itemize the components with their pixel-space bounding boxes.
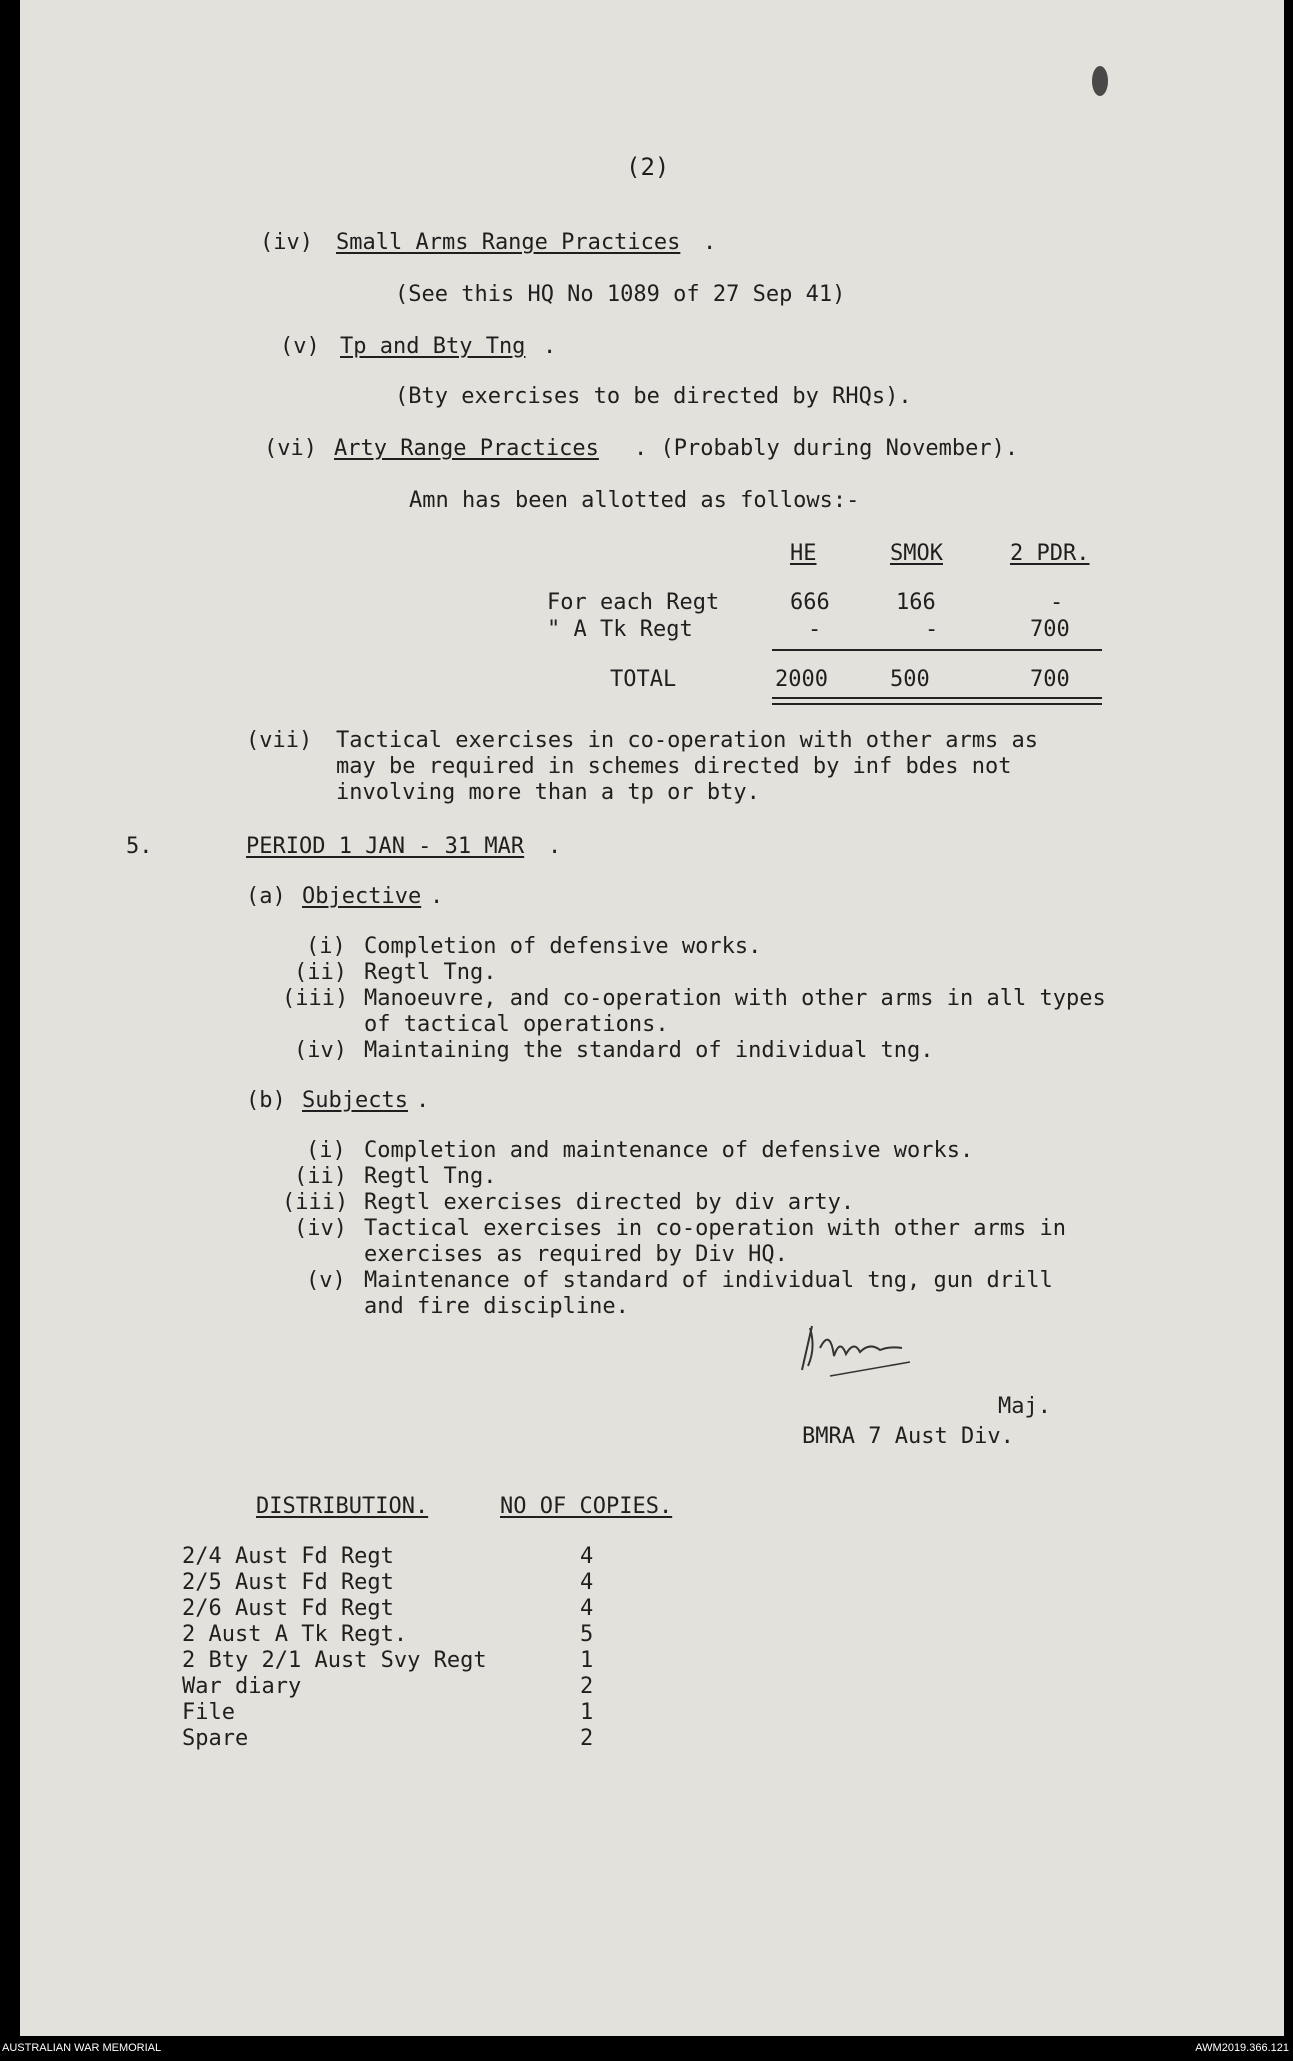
- item-iv-number: (iv): [260, 230, 313, 255]
- table-rule: [772, 703, 1102, 705]
- subjects-item-text: Maintenance of standard of individual tng, gun drill: [364, 1268, 1053, 1293]
- distribution-unit: 2/4 Aust Fd Regt: [182, 1544, 394, 1569]
- amn-total-cell: 700: [1030, 667, 1070, 692]
- distribution-copies: 5: [580, 1622, 594, 1647]
- item-iv-tail: .: [703, 230, 717, 255]
- table-rule: [772, 649, 1102, 651]
- amn-cell: 666: [790, 590, 830, 615]
- amn-total-cell: 2000: [775, 667, 828, 692]
- item-v-tail: .: [543, 334, 557, 359]
- objective-item-number: (iii): [282, 986, 349, 1011]
- amn-cell: -: [925, 617, 939, 642]
- distribution-unit: 2/6 Aust Fd Regt: [182, 1596, 394, 1621]
- item-v-title: Tp and Bty Tng: [340, 334, 526, 359]
- distribution-unit: 2 Aust A Tk Regt.: [182, 1622, 408, 1647]
- footer-institution: AUSTRALIAN WAR MEMORIAL: [2, 2042, 162, 2054]
- amn-cell: -: [808, 617, 822, 642]
- subjects-item-text: exercises as required by Div HQ.: [364, 1242, 788, 1267]
- distribution-unit: 2 Bty 2/1 Aust Svy Regt: [182, 1648, 487, 1673]
- objective-title: Objective: [302, 884, 422, 909]
- subjects-item-text: Tactical exercises in co-operation with other arms in: [364, 1216, 1066, 1241]
- objective-item-text: of tactical operations.: [364, 1012, 669, 1037]
- objective-item-number: (ii): [294, 960, 347, 985]
- subjects-item-number: (iii): [282, 1190, 349, 1215]
- item-v-number: (v): [280, 334, 320, 359]
- distribution-copies: 4: [580, 1570, 594, 1595]
- distribution-copies: 1: [580, 1700, 594, 1725]
- distribution-copies: 4: [580, 1544, 594, 1569]
- objective-item-text: Completion of defensive works.: [364, 934, 762, 959]
- amn-cell: 166: [896, 590, 936, 615]
- item-vi-number: (vi): [264, 436, 317, 461]
- objective-item-number: (iv): [294, 1038, 347, 1063]
- subjects-item-text: Regtl exercises directed by div arty.: [364, 1190, 855, 1215]
- subjects-item-number: (i): [306, 1138, 346, 1163]
- subjects-item-number: (ii): [294, 1164, 347, 1189]
- distribution-unit: File: [182, 1700, 235, 1725]
- objective-item-number: (i): [306, 934, 346, 959]
- footer-accession-number: AWM2019.366.121: [1195, 2042, 1289, 2054]
- subjects-item-number: (v): [306, 1268, 346, 1293]
- amn-header-smok: SMOK: [890, 541, 943, 566]
- section-5-number: 5.: [126, 834, 153, 859]
- amn-total-cell: 500: [890, 667, 930, 692]
- subjects-title: Subjects: [302, 1088, 408, 1113]
- amn-row-label: " A Tk Regt: [547, 617, 693, 642]
- distribution-unit: Spare: [182, 1726, 249, 1751]
- archive-footer: [0, 2036, 1293, 2061]
- amn-cell: -: [1050, 590, 1064, 615]
- signature-rank: Maj.: [998, 1394, 1051, 1419]
- item-v-note: (Bty exercises to be directed by RHQs).: [395, 384, 912, 409]
- handwritten-signature: [790, 1318, 930, 1388]
- distribution-unit: 2/5 Aust Fd Regt: [182, 1570, 394, 1595]
- punch-hole: [1092, 66, 1108, 96]
- distribution-copies: 1: [580, 1648, 594, 1673]
- distribution-copies: 4: [580, 1596, 594, 1621]
- subjects-tail: .: [416, 1088, 430, 1113]
- objective-item-text: Manoeuvre, and co-operation with other arms in all types: [364, 986, 1106, 1011]
- subjects-item-text: Regtl Tng.: [364, 1164, 497, 1189]
- amn-total-label: TOTAL: [610, 667, 677, 692]
- item-vi-title: Arty Range Practices: [334, 436, 599, 461]
- item-iv-title: Small Arms Range Practices: [336, 230, 681, 255]
- section-5-title: PERIOD 1 JAN - 31 MAR: [246, 834, 525, 859]
- amn-cell: 700: [1030, 617, 1070, 642]
- objective-item-text: Regtl Tng.: [364, 960, 497, 985]
- objective-label: (a): [246, 884, 286, 909]
- amn-row-label: For each Regt: [547, 590, 720, 615]
- subjects-label: (b): [246, 1088, 286, 1113]
- objective-item-text: Maintaining the standard of individual tng.: [364, 1038, 934, 1063]
- subjects-item-number: (iv): [294, 1216, 347, 1241]
- objective-tail: .: [430, 884, 444, 909]
- amn-header-2pdr: 2 PDR.: [1010, 541, 1090, 566]
- item-vii-line: may be required in schemes directed by inf bdes not: [336, 754, 1012, 779]
- distribution-copies: 2: [580, 1674, 594, 1699]
- subjects-item-text: and fire discipline.: [364, 1294, 629, 1319]
- item-vii-line: involving more than a tp or bty.: [336, 780, 760, 805]
- copies-header: NO OF COPIES.: [500, 1494, 673, 1519]
- document-page: [20, 0, 1284, 2036]
- item-vii-number: (vii): [246, 728, 313, 753]
- item-vi-intro: Amn has been allotted as follows:-: [409, 488, 860, 513]
- item-iv-note: (See this HQ No 1089 of 27 Sep 41): [395, 282, 846, 307]
- subjects-item-text: Completion and maintenance of defensive works.: [364, 1138, 974, 1163]
- item-vi-tail: . (Probably during November).: [634, 436, 1019, 461]
- section-5-tail: .: [548, 834, 562, 859]
- table-rule: [772, 697, 1102, 699]
- amn-header-he: HE: [790, 541, 817, 566]
- signature-appointment: BMRA 7 Aust Div.: [802, 1424, 1014, 1449]
- distribution-title: DISTRIBUTION.: [256, 1494, 429, 1519]
- distribution-unit: War diary: [182, 1674, 302, 1699]
- distribution-copies: 2: [580, 1726, 594, 1751]
- item-vii-line: Tactical exercises in co-operation with other arms as: [336, 728, 1038, 753]
- page-number: (2): [626, 153, 670, 181]
